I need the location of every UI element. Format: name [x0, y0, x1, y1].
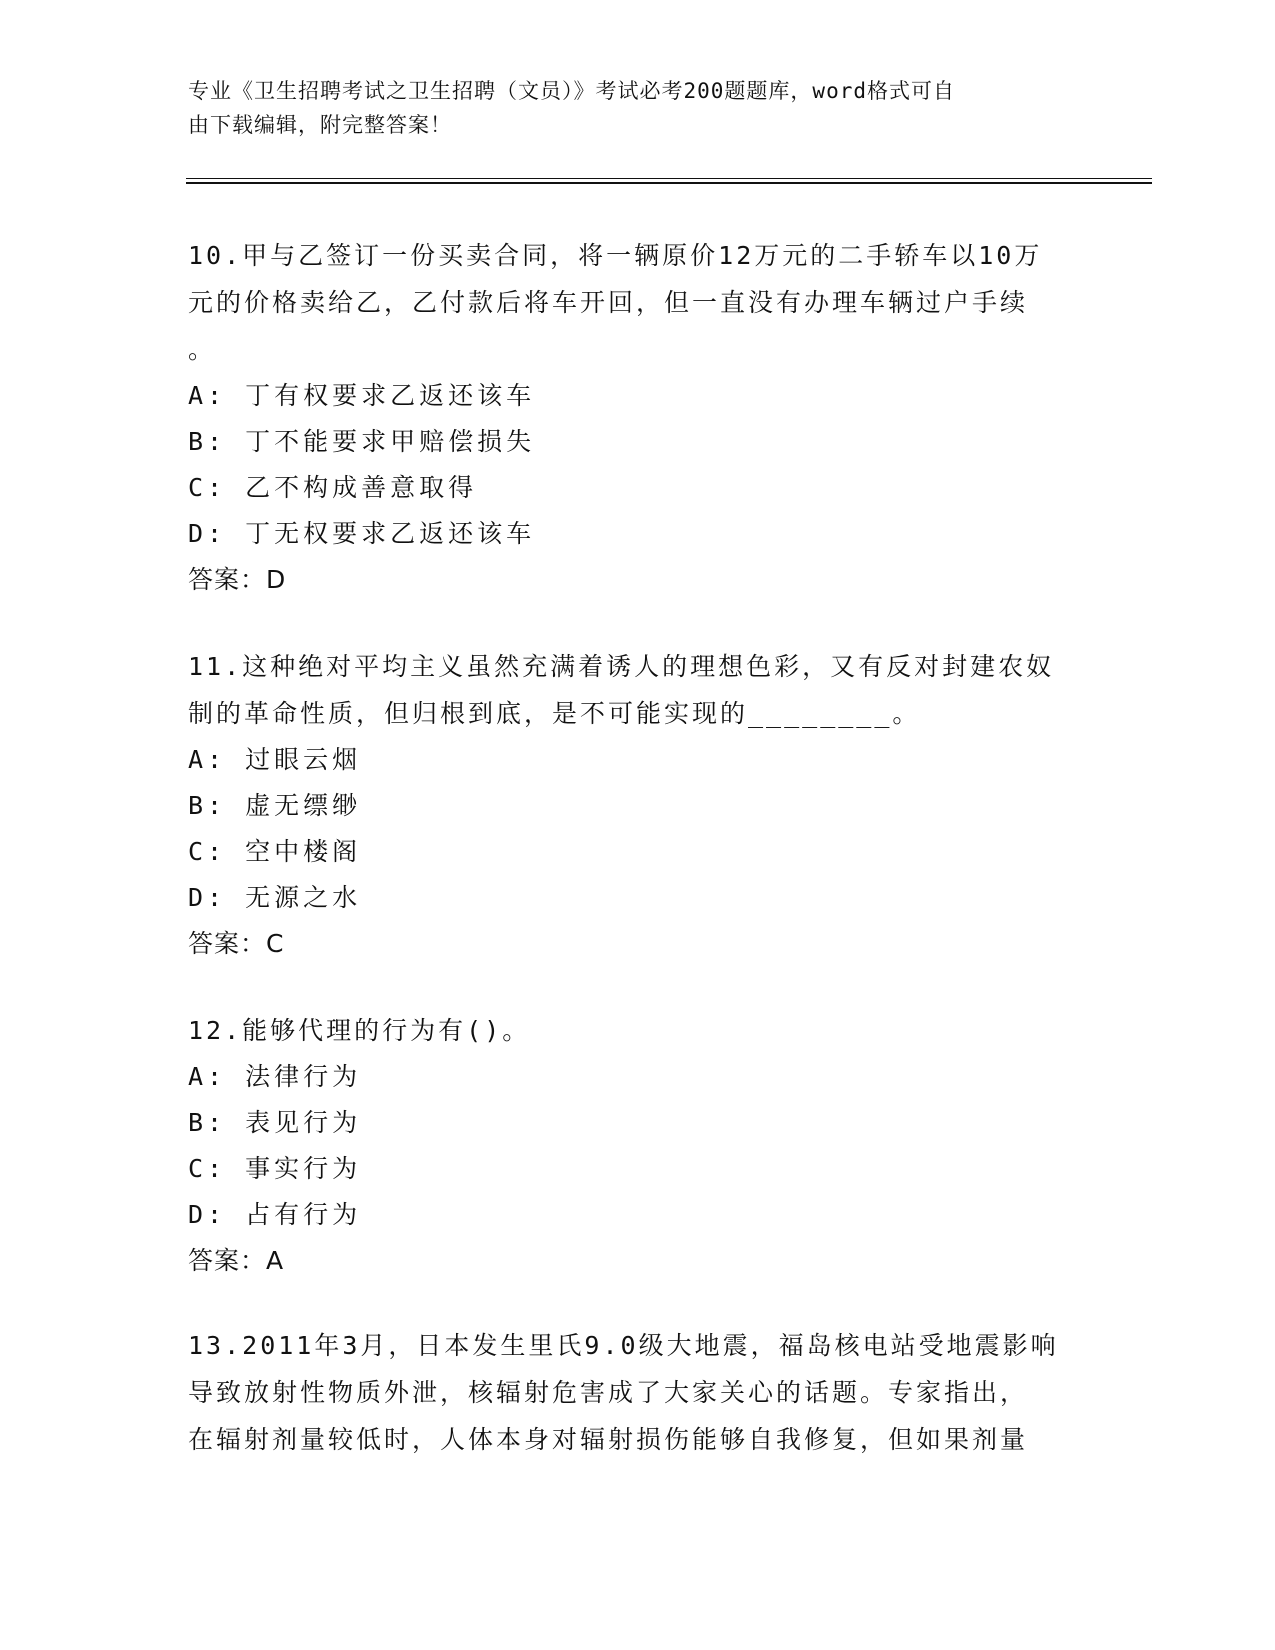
question-stem-line: 元的价格卖给乙，乙付款后将车开回，但一直没有办理车辆过户手续 [188, 288, 1029, 317]
option-c: C: 事实行为 [188, 1154, 362, 1183]
option-c: C: 乙不构成善意取得 [188, 473, 478, 502]
option-d: D: 丁无权要求乙返还该车 [188, 519, 536, 548]
question-stem-line: 导致放射性物质外泄，核辐射危害成了大家关心的话题。专家指出， [188, 1378, 1029, 1407]
question-stem-line: 12.能够代理的行为有()。 [188, 1016, 531, 1045]
question-10 [188, 232, 1088, 603]
option-b: B: 表见行为 [188, 1108, 362, 1137]
question-stem-line: 13.2011年3月，日本发生里氏9.0级大地震，福岛核电站受地震影响 [188, 1331, 1059, 1360]
question-13 [188, 1322, 1088, 1463]
answer: 答案：C [188, 929, 285, 958]
question-12 [188, 1007, 1088, 1284]
question-stem-line: 在辐射剂量较低时，人体本身对辐射损伤能够自我修复，但如果剂量 [188, 1425, 1029, 1454]
option-a: A: 丁有权要求乙返还该车 [188, 381, 536, 410]
option-c: C: 空中楼阁 [188, 837, 362, 866]
document-header [188, 74, 1088, 142]
option-d: D: 占有行为 [188, 1200, 362, 1229]
answer: 答案：A [188, 1246, 285, 1275]
question-stem-line: 。 [188, 335, 217, 364]
answer: 答案：D [188, 565, 287, 594]
option-d: D: 无源之水 [188, 883, 362, 912]
question-stem-line: 制的革命性质，但归根到底，是不可能实现的________。 [188, 699, 921, 728]
question-11 [188, 643, 1088, 967]
option-b: B: 虚无缥缈 [188, 791, 362, 820]
header-line-2: 由下载编辑，附完整答案！ [188, 113, 452, 137]
header-divider-thick [186, 182, 1152, 184]
question-stem-line: 11.这种绝对平均主义虽然充满着诱人的理想色彩，又有反对封建农奴 [188, 652, 1055, 681]
question-stem-line: 10.甲与乙签订一份买卖合同，将一辆原价12万元的二手轿车以10万 [188, 241, 1043, 270]
header-line-1: 专业《卫生招聘考试之卫生招聘（文员）》考试必考200题题库，word格式可自 [188, 79, 955, 103]
option-a: A: 过眼云烟 [188, 745, 362, 774]
option-a: A: 法律行为 [188, 1062, 362, 1091]
header-divider-thin [186, 178, 1152, 179]
option-b: B: 丁不能要求甲赔偿损失 [188, 427, 536, 456]
